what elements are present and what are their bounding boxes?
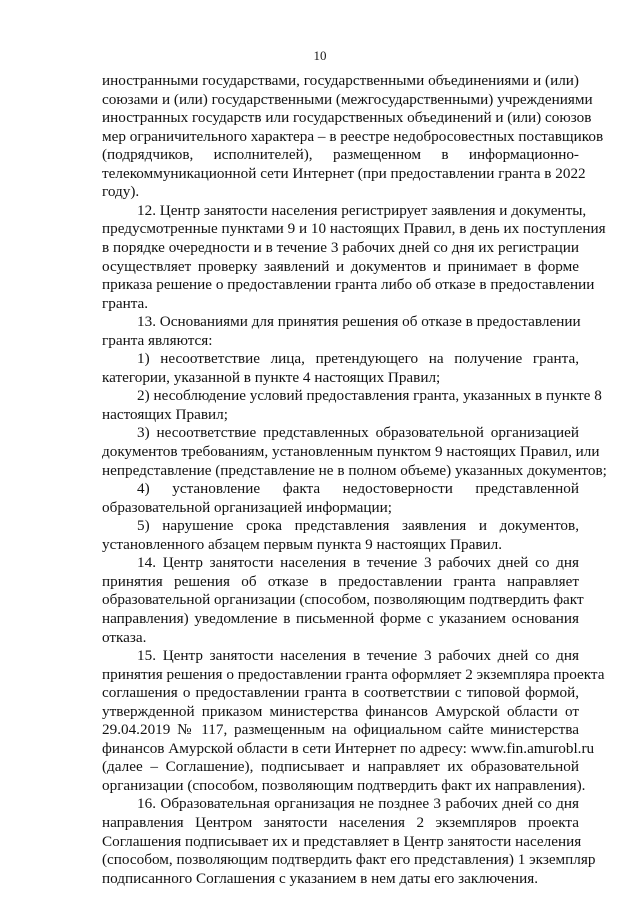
text-line: финансов Амурской области в сети Интернет по адресу: www.fin.amurobl.ru <box>102 740 595 757</box>
list-item-2: 2) несоблюдение условий предоставления гранта, указанных в пункте 8 <box>137 387 602 404</box>
text-line: образовательной организации (способом, позволяющим подтвердить факт <box>102 591 584 608</box>
text-line: отказа. <box>102 629 147 646</box>
text-line: мер ограничительного характера – в реестре недобросовестных поставщиков <box>102 128 604 145</box>
paragraph-12-first-line: 12. Центр занятости населения регистрирует заявления и документы, <box>137 202 587 219</box>
list-item-3: 3) несоответствие представленных образовательной организацией <box>137 424 579 441</box>
text-line: (подрядчиков, исполнителей), размещенном в информационно- <box>102 146 579 163</box>
text-line: (далее – Соглашение), подписывает и направляет их образовательной <box>102 758 579 775</box>
text-line: 29.04.2019 № 117, размещенным на официальном сайте министерства <box>102 721 579 738</box>
paragraph-15-first-line: 15. Центр занятости населения в течение 3 рабочих дней со дня <box>137 647 579 664</box>
text-line: предусмотренные пунктами 9 и 10 настоящих Правил, в день их поступления <box>102 220 606 237</box>
text-line: гранта. <box>102 295 149 312</box>
text-line: организации (способом, позволяющим подтвердить факт их направления). <box>102 777 586 794</box>
text-line: непредставление (представление не в полном объеме) указанных документов; <box>102 462 607 479</box>
text-line: направления Центром занятости населения 2 экземпляров проекта <box>102 814 579 831</box>
text-line: подписанного Соглашения с указанием в нем даты его заключения. <box>102 870 538 886</box>
text-line: установленного абзацем первым пункта 9 настоящих Правил. <box>102 536 503 553</box>
text-line: образовательной организацией информации; <box>102 499 392 516</box>
text-line: утвержденной приказом министерства финансов Амурской области от <box>102 703 579 720</box>
paragraph-14-first-line: 14. Центр занятости населения в течение 3 рабочих дней со дня <box>137 554 579 571</box>
text-line: принятия решения об отказе в предоставлении гранта направляет <box>102 573 579 590</box>
text-line: настоящих Правил; <box>102 406 228 423</box>
text-line: категории, указанной в пункте 4 настоящих Правил; <box>102 369 441 386</box>
paragraph-13-first-line: 13. Основаниями для принятия решения об отказе в предоставлении <box>137 313 581 330</box>
text-line: направления) уведомление в письменной форме с указанием основания <box>102 610 579 627</box>
list-item-1: 1) несоответствие лица, претендующего на получение гранта, <box>137 350 579 367</box>
text-line: союзами и (или) государственными (межгосударственными) учреждениями <box>102 91 593 108</box>
text-line: (способом, позволяющим подтвердить факт его представления) 1 экземпляр <box>102 851 596 868</box>
text-line: Соглашения подписывает их и представляет в Центр занятости населения <box>102 833 582 850</box>
text-line: документов требованиям, установленным пунктом 9 настоящих Правил, или <box>102 443 600 460</box>
list-item-4: 4) установление факта недостоверности представленной <box>137 480 579 497</box>
list-item-5: 5) нарушение срока представления заявления и документов, <box>137 517 579 534</box>
page-number: 10 <box>313 48 327 63</box>
text-line: гранта являются: <box>102 332 213 349</box>
text-line: иностранными государствами, государственными объединениями и (или) <box>102 72 579 89</box>
text-line: принятия решения о предоставлении гранта оформляет 2 экземпляра проекта <box>102 666 605 683</box>
text-line: осуществляет проверку заявлений и документов и принимает в форме <box>102 258 579 275</box>
text-line: приказа решение о предоставлении гранта либо об отказе в предоставлении <box>102 276 595 293</box>
text-line: году). <box>102 183 140 200</box>
text-line: в порядке очередности и в течение 3 рабочих дней со дня их регистрации <box>102 239 579 256</box>
text-line: иностранных государств или государственных объединений и (или) союзов <box>102 109 592 126</box>
text-line: соглашения о предоставлении гранта в соответствии с типовой формой, <box>102 684 579 701</box>
paragraph-16-first-line: 16. Образовательная организация не позднее 3 рабочих дней со дня <box>137 795 579 812</box>
text-line: телекоммуникационной сети Интернет (при предоставлении гранта в 2022 <box>102 165 586 182</box>
